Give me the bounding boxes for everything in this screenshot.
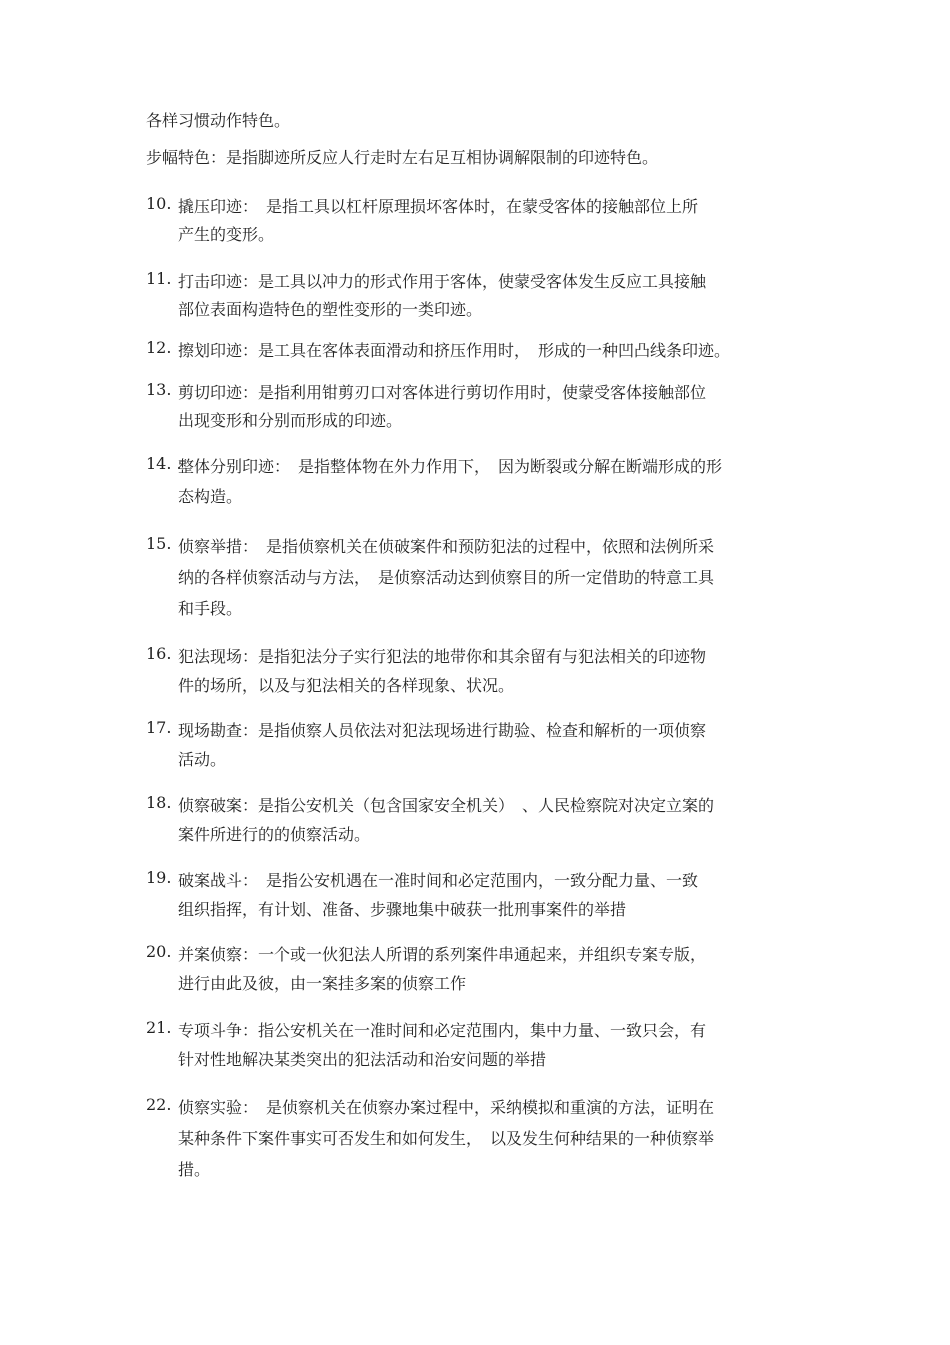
item-text-line: 措。	[178, 1160, 211, 1179]
item-text-line: 整体分别印迹： 是指整体物在外力作用下， 因为断裂或分解在断端形成的形	[178, 457, 723, 476]
item-text-line: 破案战斗： 是指公安机遇在一准时间和必定范围内，一致分配力量、一致	[178, 871, 699, 890]
item-text-line: 和手段。	[178, 599, 243, 618]
item-number: 11.	[146, 269, 172, 288]
item-text-line: 组织指挥，有计划、准备、步骤地集中破获一批刑事案件的举措	[178, 900, 627, 919]
item-number: 18.	[146, 793, 172, 812]
item-text-line: 侦察破案：是指公安机关（包含国家安全机关） 、人民检察院对决定立案的	[178, 796, 715, 815]
item-number: 21.	[146, 1018, 172, 1037]
item-number: 17.	[146, 718, 172, 737]
item-text-line: 侦察举措： 是指侦察机关在侦破案件和预防犯法的过程中，依照和法例所采	[178, 537, 715, 556]
intro-paragraph: 各样习惯动作特色。	[146, 111, 291, 130]
item-text-line: 打击印迹：是工具以冲力的形式作用于客体，使蒙受客体发生反应工具接触	[178, 272, 707, 291]
item-number: 13.	[146, 380, 172, 399]
item-text-line: 态构造。	[178, 487, 243, 506]
item-text-line: 撬压印迹： 是指工具以杠杆原理损坏客体时，在蒙受客体的接触部位上所	[178, 197, 699, 216]
item-text-line: 案件所进行的的侦察活动。	[178, 825, 371, 844]
item-number: 16.	[146, 644, 172, 663]
item-number: 20.	[146, 942, 172, 961]
item-text-line: 犯法现场：是指犯法分子实行犯法的地带你和其余留有与犯法相关的印迹物	[178, 647, 707, 666]
item-text-line: 擦划印迹：是工具在客体表面滑动和挤压作用时， 形成的一种凹凸线条印迹。	[178, 341, 731, 360]
item-number: 22.	[146, 1095, 172, 1114]
intro-paragraph: 步幅特色：是指脚迹所反应人行走时左右足互相协调解限制的印迹特色。	[146, 148, 659, 167]
item-text-line: 现场勘查：是指侦察人员依法对犯法现场进行勘验、检查和解析的一项侦察	[178, 721, 707, 740]
item-text-line: 活动。	[178, 750, 227, 769]
item-text-line: 专项斗争：指公安机关在一准时间和必定范围内，集中力量、一致只会，有	[178, 1021, 707, 1040]
item-text-line: 剪切印迹：是指利用钳剪刃口对客体进行剪切作用时，使蒙受客体接触部位	[178, 383, 707, 402]
item-number: 15.	[146, 534, 172, 553]
item-text-line: 进行由此及彼，由一案挂多案的侦察工作	[178, 974, 467, 993]
item-text-line: 纳的各样侦察活动与方法， 是侦察活动达到侦察目的所一定借助的特意工具	[178, 568, 715, 587]
item-text-line: 并案侦察：一个或一伙犯法人所谓的系列案件串通起来，并组织专案专版，	[178, 945, 707, 964]
item-number: 19.	[146, 868, 172, 887]
item-text-line: 侦察实验： 是侦察机关在侦察办案过程中，采纳模拟和重演的方法，证明在	[178, 1098, 715, 1117]
item-number: 10.	[146, 194, 172, 213]
item-text-line: 出现变形和分别而形成的印迹。	[178, 411, 403, 430]
item-text-line: 某种条件下案件事实可否发生和如何发生， 以及发生何种结果的一种侦察举	[178, 1129, 715, 1148]
item-number: 14. .	[146, 454, 182, 473]
item-text-line: 针对性地解决某类突出的犯法活动和治安问题的举措	[178, 1050, 547, 1069]
item-text-line: 件的场所，以及与犯法相关的各样现象、状况。	[178, 676, 515, 695]
item-text-line: 产生的变形。	[178, 225, 275, 244]
item-text-line: 部位表面构造特色的塑性变形的一类印迹。	[178, 300, 483, 319]
item-number: 12.	[146, 338, 172, 357]
